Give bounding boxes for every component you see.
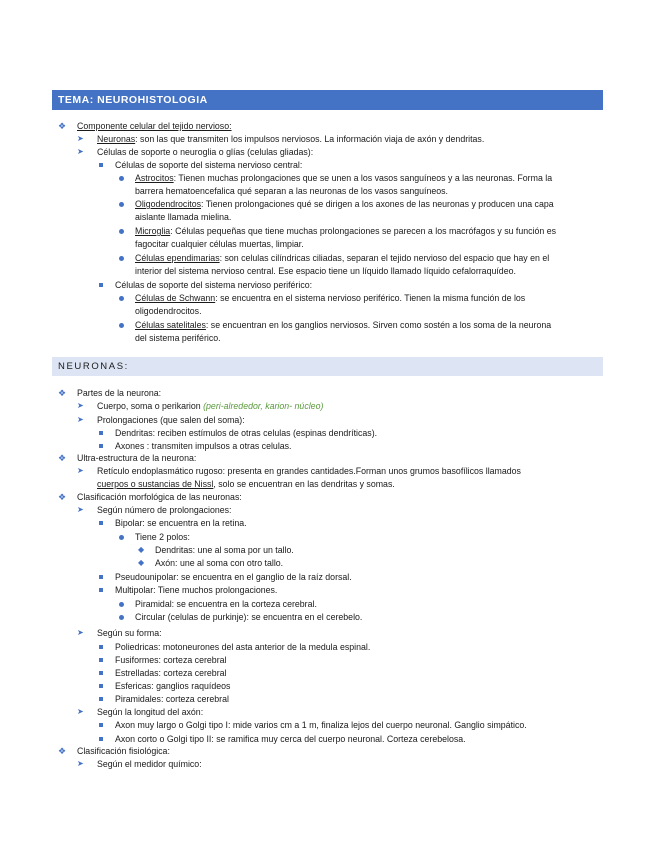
round-bullet-icon bbox=[119, 225, 124, 238]
list-item: Circular (celulas de purkinje): se encuentra en el cerebelo. bbox=[135, 612, 363, 622]
round-bullet-icon bbox=[119, 611, 124, 624]
square-bullet-icon bbox=[99, 667, 103, 679]
list-item: Células de soporte o neuroglia o glías (celulas gliadas): bbox=[97, 147, 314, 157]
square-bullet-icon bbox=[99, 440, 103, 452]
list-item: Piramidal: se encuentra en la corteza cerebral. bbox=[135, 599, 317, 609]
list-item: Axon muy largo o Golgi tipo I: mide varios cm a 1 m, finaliza lejos del cuerpo neuronal. Ganglio simpático. bbox=[115, 720, 527, 730]
list-item: Según su forma: bbox=[97, 628, 162, 638]
square-bullet-icon bbox=[99, 279, 103, 291]
arrow-bullet-icon: ➤ bbox=[77, 505, 84, 514]
square-bullet-icon bbox=[99, 693, 103, 705]
square-bullet-icon bbox=[99, 427, 103, 439]
round-bullet-icon bbox=[119, 319, 124, 332]
list-item: Componente celular del tejido nervioso: bbox=[77, 121, 232, 131]
list-item: Axones : transmiten impulsos a otras celulas. bbox=[115, 441, 292, 451]
list-item: Oligodendrocitos: Tienen prolongaciones qué se dirigen a los axones de las neuronas y producen una capa bbox=[135, 199, 554, 209]
section-header-tema: TEMA: NEUROHISTOLOGIA bbox=[52, 90, 603, 110]
round-bullet-icon bbox=[119, 598, 124, 611]
round-bullet-icon bbox=[119, 198, 124, 211]
list-item: Esfericas: ganglios raquídeos bbox=[115, 681, 231, 691]
list-item: Clasificación fisiológica: bbox=[77, 746, 170, 756]
list-item: Fusiformes: corteza cerebral bbox=[115, 655, 227, 665]
list-item: Células de Schwann: se encuentra en el sistema nervioso periférico. Tienen la misma función de los bbox=[135, 293, 526, 303]
list-item: Partes de la neurona: bbox=[77, 388, 162, 398]
round-bullet-icon bbox=[119, 172, 124, 185]
arrow-bullet-icon: ➤ bbox=[77, 759, 84, 768]
square-bullet-icon bbox=[99, 680, 103, 692]
list-item: Dendritas: une al soma por un tallo. bbox=[155, 545, 294, 555]
list-item: Axon corto o Golgi tipo II: se ramifica muy cerca del cuerpo neuronal. Corteza cerebelosa. bbox=[115, 734, 466, 744]
square-bullet-icon bbox=[99, 517, 103, 529]
filled-diamond-bullet-icon: ◆ bbox=[138, 558, 145, 567]
list-item: Clasificación morfológica de las neuronas: bbox=[77, 492, 242, 502]
square-bullet-icon bbox=[99, 733, 103, 745]
list-item: Microglia: Células pequeñas que tiene muchas prolongaciones se parecen a los macrófagos y su función es bbox=[135, 226, 557, 236]
list-item-continuation: aislante llamada mielina. bbox=[135, 212, 232, 222]
diamond-bullet-icon: ❖ bbox=[58, 492, 67, 502]
list-item-continuation: barrera hematoencefalica qué separan a las neuronas de los vasos sanguíneos. bbox=[135, 186, 448, 196]
list-item: Células de soporte del sistema nervioso central: bbox=[115, 160, 303, 170]
list-item: Pseudounipolar: se encuentra en el ganglio de la raíz dorsal. bbox=[115, 572, 352, 582]
arrow-bullet-icon: ➤ bbox=[77, 628, 84, 637]
list-item: Piramidales: corteza cerebral bbox=[115, 694, 229, 704]
list-item-continuation: del sistema periférico. bbox=[135, 333, 221, 343]
section-header-neuronas: NEURONAS: bbox=[52, 357, 603, 376]
list-item: Células ependimarias: son celulas cilíndricas ciliadas, separan el tejido nervioso del espacio que hay en el bbox=[135, 253, 550, 263]
diamond-bullet-icon: ❖ bbox=[58, 453, 67, 463]
list-item: Poliedricas: motoneurones del asta anterior de la medula espinal. bbox=[115, 642, 371, 652]
list-item: Células satelitales: se encuentran en los ganglios nerviosos. Sirven como sostén a los soma de la neurona bbox=[135, 320, 552, 330]
square-bullet-icon bbox=[99, 719, 103, 731]
list-item: Axón: une al soma con otro tallo. bbox=[155, 558, 284, 568]
arrow-bullet-icon: ➤ bbox=[77, 401, 84, 410]
round-bullet-icon bbox=[119, 531, 124, 544]
list-item: Neuronas: son las que transmiten los impulsos nerviosos. La información viaja de axón y dendritas. bbox=[97, 134, 485, 144]
list-item: Bipolar: se encuentra en la retina. bbox=[115, 518, 247, 528]
list-item: Prolongaciones (que salen del soma): bbox=[97, 415, 245, 425]
list-item: Células de soporte del sistema nervioso periférico: bbox=[115, 280, 313, 290]
list-item: Tiene 2 polos: bbox=[135, 532, 190, 542]
arrow-bullet-icon: ➤ bbox=[77, 415, 84, 424]
list-item-continuation: interior del sistema nervioso central. Ese espacio tiene un líquido llamado líquido cefalorraquídeo. bbox=[135, 266, 516, 276]
square-bullet-icon bbox=[99, 159, 103, 171]
list-item: Astrocitos: Tienen muchas prolongaciones que se unen a los vasos sanguíneos y a las neuronas. Forma la bbox=[135, 173, 553, 183]
list-item: Según número de prolongaciones: bbox=[97, 505, 232, 515]
list-item: Según el medidor químico: bbox=[97, 759, 202, 769]
arrow-bullet-icon: ➤ bbox=[77, 466, 84, 475]
filled-diamond-bullet-icon: ◆ bbox=[138, 545, 145, 554]
list-item: Según la longitud del axón: bbox=[97, 707, 204, 717]
square-bullet-icon bbox=[99, 641, 103, 653]
diamond-bullet-icon: ❖ bbox=[58, 121, 67, 131]
round-bullet-icon bbox=[119, 252, 124, 265]
diamond-bullet-icon: ❖ bbox=[58, 388, 67, 398]
list-item: Cuerpo, soma o perikarion (peri-alrededor, karion- núcleo) bbox=[97, 401, 324, 411]
list-item: Retículo endoplasmático rugoso: presenta en grandes cantidades.Forman unos grumos basofílicos llamados bbox=[97, 466, 521, 476]
square-bullet-icon bbox=[99, 571, 103, 583]
arrow-bullet-icon: ➤ bbox=[77, 147, 84, 156]
list-item-continuation: cuerpos o sustancias de Nissl, solo se encuentran en las dendritas y somas. bbox=[97, 479, 395, 489]
list-item: Estrelladas: corteza cerebral bbox=[115, 668, 227, 678]
list-item: Dendritas: reciben estímulos de otras celulas (espinas dendríticas). bbox=[115, 428, 378, 438]
diamond-bullet-icon: ❖ bbox=[58, 746, 67, 756]
arrow-bullet-icon: ➤ bbox=[77, 134, 84, 143]
list-item-continuation: fagocitar cualquier células muertas, limpiar. bbox=[135, 239, 304, 249]
round-bullet-icon bbox=[119, 292, 124, 305]
arrow-bullet-icon: ➤ bbox=[77, 707, 84, 716]
list-item: Multipolar: Tiene muchos prolongaciones. bbox=[115, 585, 278, 595]
square-bullet-icon bbox=[99, 584, 103, 596]
list-item-continuation: oligodendrocitos. bbox=[135, 306, 202, 316]
square-bullet-icon bbox=[99, 654, 103, 666]
list-item: Ultra-estructura de la neurona: bbox=[77, 453, 197, 463]
